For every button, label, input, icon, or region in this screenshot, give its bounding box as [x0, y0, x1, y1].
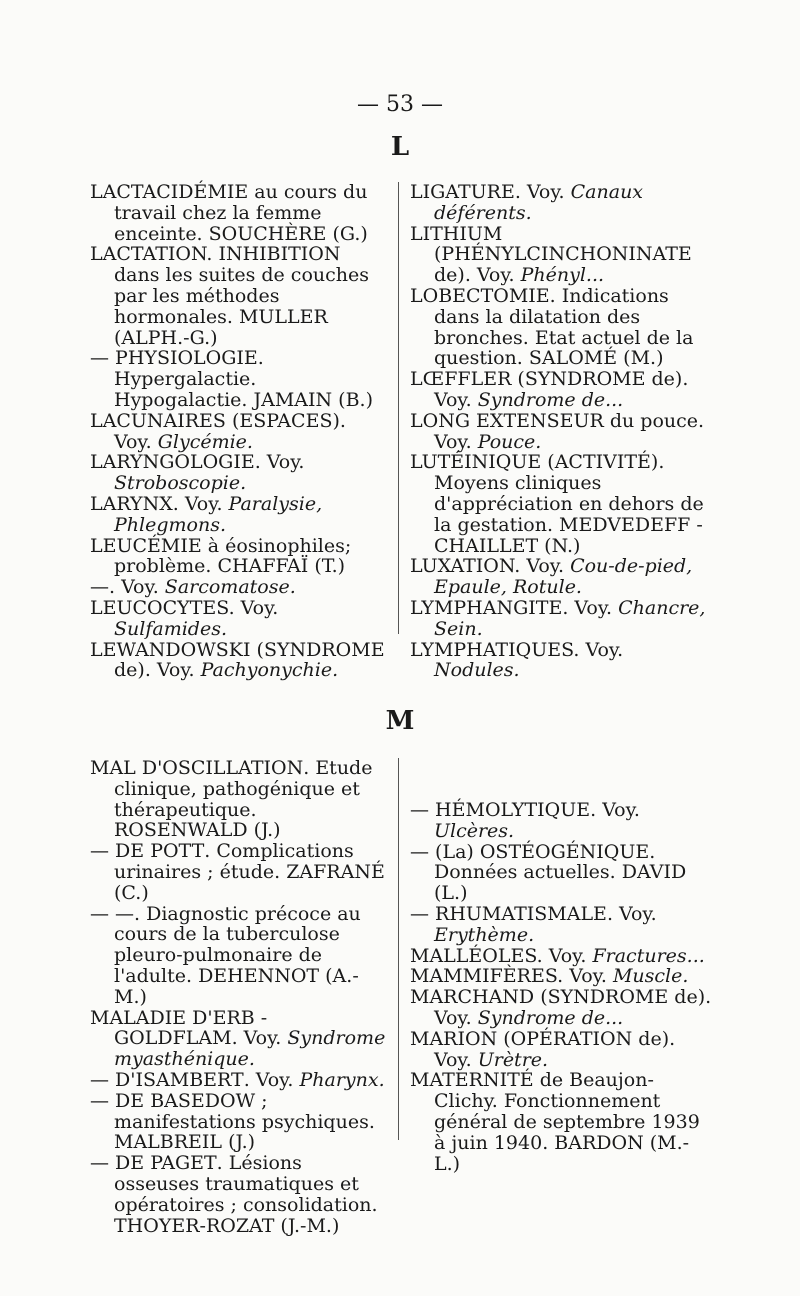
column-divider: [398, 182, 399, 634]
index-entry: LYMPHANGITE. Voy. Chancre, Sein.: [410, 596, 706, 640]
section-letter-m: M: [385, 706, 415, 736]
column-l-left: [90, 182, 388, 681]
index-entry: — DE POTT. Complications urinaires ; étude. ZAFRANÉ (C.): [90, 840, 385, 904]
column-m-left: [90, 758, 388, 1236]
index-entry: LIGATURE. Voy. Canaux déférents.: [410, 181, 644, 224]
index-entry: — (La) OSTÉOGÉNIQUE. Données actuelles. DAVID (L.): [410, 840, 687, 905]
index-entry: MARCHAND (SYNDROME de). Voy. Syndrome de...: [410, 986, 712, 1029]
index-entry: — DE BASEDOW ; manifestations psychiques. MALBREIL (J.): [90, 1089, 375, 1154]
index-entry: — HÉMOLYTIQUE. Voy. Ulcères.: [410, 799, 640, 842]
column-l-right: [410, 182, 712, 681]
index-entry: LYMPHATIQUES. Voy. Nodules.: [410, 638, 624, 682]
index-entry: LŒFFLER (SYNDROME de). Voy. Syndrome de...: [410, 368, 689, 411]
index-entry: — PHYSIOLOGIE. Hypergalactie. Hypogalactie. JAMAIN (B.): [90, 347, 373, 411]
index-entry: — —. Diagnostic précoce au cours de la tuberculose pleuro-pulmonaire de l'adulte. DEHENNOT (A.-M.): [90, 902, 361, 1008]
column-m-right: [410, 800, 712, 1174]
index-entry: LACTATION. INHIBITION dans les suites de couches par les méthodes hormonales. MULLER (ALPH.-G.): [90, 243, 369, 349]
section-letter-l: L: [390, 132, 410, 162]
index-entry: MALLÉOLES. Voy. Fractures...: [410, 944, 705, 967]
index-entry: LACTACIDÉMIE au cours du travail chez la femme enceinte. SOUCHÈRE (G.): [90, 181, 368, 245]
index-entry: LOBECTOMIE. Indications dans la dilatation des bronches. Etat actuel de la question. SALOMÉ (M.): [410, 284, 694, 370]
index-entry: LEUCOCYTES. Voy. Sulfamides.: [90, 596, 279, 640]
index-entry: MALADIE D'ERB - GOLDFLAM. Voy. Syndrome myasthénique.: [90, 1006, 386, 1071]
index-entry: LUTÉINIQUE (ACTIVITÉ). Moyens cliniques d'appréciation en dehors de la gestation. MEDVEDEFF - CHAILLET (N.): [410, 451, 704, 557]
index-entry: MATERNITÉ de Beaujon-Clichy. Fonctionnement général de septembre 1939 à juin 1940. BARDON (M.-L.): [410, 1069, 700, 1175]
index-entry: LARYNX. Voy. Paralysie, Phlegmons.: [90, 492, 323, 536]
index-entry: LEUCÉMIE à éosinophiles; problème. CHAFFAÏ (T.): [90, 534, 352, 578]
index-entry: — RHUMATISMALE. Voy. Erythème.: [410, 902, 657, 946]
page-number: — 53 —: [357, 92, 443, 117]
column-divider: [398, 758, 399, 1140]
index-entry: LEWANDOWSKI (SYNDROME de). Voy. Pachyonychie.: [90, 638, 385, 682]
index-entry: MAMMIFÈRES. Voy. Muscle.: [410, 965, 689, 988]
index-entry: — D'ISAMBERT. Voy. Pharynx.: [90, 1068, 385, 1091]
index-entry: MAL D'OSCILLATION. Etude clinique, pathogénique et thérapeutique. ROSENWALD (J.): [90, 757, 373, 842]
index-entry: LUXATION. Voy. Cou-de-pied, Epaule, Rotule.: [410, 555, 693, 599]
index-entry: —. Voy. Sarcomatose.: [90, 576, 296, 599]
index-entry: LITHIUM (PHÉNYLCINCHONINATE de). Voy. Phényl...: [410, 222, 692, 287]
index-entry: — DE PAGET. Lésions osseuses traumatiques et opératoires ; consolidation. THOYER-ROZAT (J.-M.): [90, 1152, 378, 1237]
index-entry: LONG EXTENSEUR du pouce. Voy. Pouce.: [410, 409, 705, 453]
index-entry: MARION (OPÉRATION de). Voy. Urètre.: [410, 1027, 676, 1071]
index-entry: LACUNAIRES (ESPACES). Voy. Glycémie.: [90, 409, 346, 453]
index-entry: LARYNGOLOGIE. Voy. Stroboscopie.: [90, 451, 305, 495]
